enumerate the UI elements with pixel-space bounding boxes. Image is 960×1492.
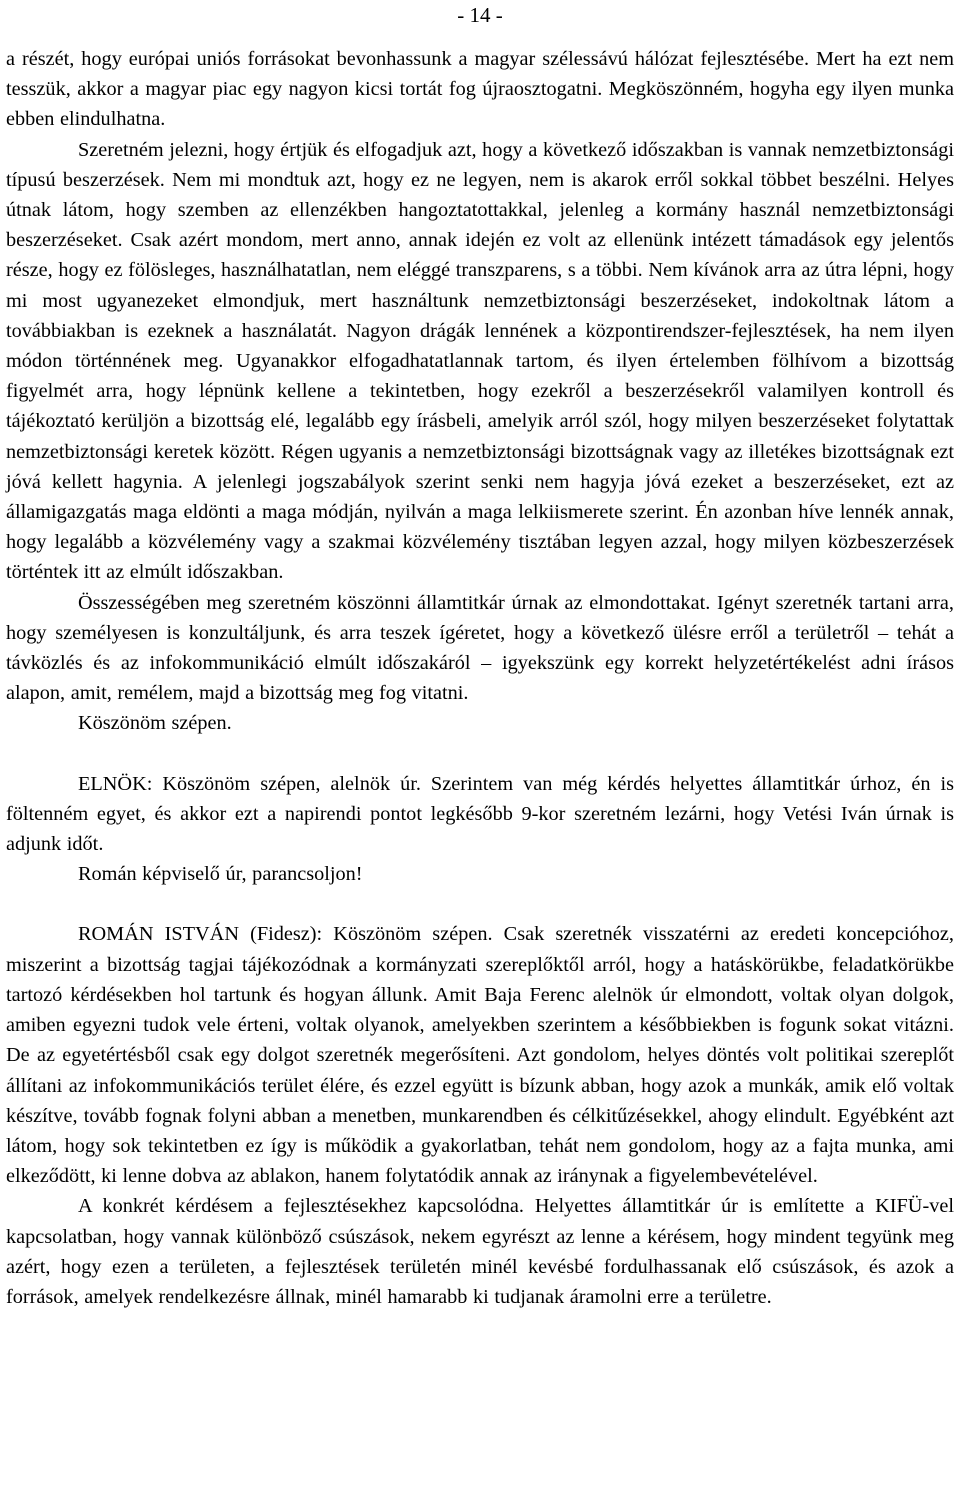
page-number: - 14 - (457, 3, 503, 27)
paragraph: Összességében meg szeretném köszönni államtitkár úrnak az elmondottakat. Igényt szeretnék tartani arra, hogy személyesen is konzultáljunk, és arra teszek ígéretet, hogy a következő ülésre erről a területről – tehát a távközlés és az infokommunikáció elmúlt időszakáról – igyekszünk egy korrekt helyzetértékelést adni írásos alapon, amit, remélem, majd a bizottság meg fog vitatni. (6, 591, 954, 705)
document-body (6, 44, 954, 1312)
paragraph-closing: Köszönöm szépen. (78, 712, 232, 735)
paragraph: A konkrét kérdésem a fejlesztésekhez kapcsolódna. Helyettes államtitkár úr is említette a KIFÜ-vel kapcsolatban, hogy vannak különböző csúszások, nekem egyrészt az lenne a kérésem, hogy mindent tegyünk meg azért, hogy ezen a területen, a fejlesztések területén minél kevésbé fordulhassanak elő csúszások, és azok a források, amelyek rendelkezésre állnak, minél hamarabb ki tudjanak áramolni erre a területre. (6, 1195, 954, 1308)
speaker-paragraph-roman: ROMÁN ISTVÁN (Fidesz): Köszönöm szépen. Csak szeretnék visszatérni az eredeti koncepcióhoz, miszerint a bizottság tagjai tájékozódnak a kormányzati szereplőktől arról, hogy a hatáskörükbe, feladatkörükbe tartozó kérdésekben hol tartunk és hogyan állunk. Amit Baja Ferenc alelnök úr elmondott, voltak olyan dolgok, amiben egyezni tudok vele érteni, voltak olyanok, amelyekben szerintem a későbbiekben is fogunk sokat vitázni. De az egyetértésből csak egy dolgot szeretnék megerősíteni. Azt gondolom, helyes döntés volt politikai szereplőt állítani az infokommunikációs terület élére, és ezzel együtt is bízunk abban, hogy azok a munkák, amik elő voltak készítve, tovább fognak folyni abban a menetben, munkarendben és célkitűzésekkel, ahogy elindult. Egyébként azt látom, hogy sok tekintetben ez így is működik a gyakorlatban, tehát nem gondolom, hogy az a fajta munka, ami elkeződött, ki lenne dobva az ablakon, hanem folytatódik annak az iránynak a figyelembevételével. (6, 923, 954, 1188)
paragraph-continuation: a részét, hogy európai uniós forrásokat bevonhassunk a magyar szélessávú hálózat fejlesztésébe. Mert ha ezt nem tesszük, akkor a magyar piac egy nagyon kicsi tortát fog újraosztogatni. Megköszönném, hogyha egy ilyen munka ebben elindulhatna. (6, 48, 954, 131)
speaker-paragraph-chair: ELNÖK: Köszönöm szépen, alelnök úr. Szerintem van még kérdés helyettes államtitkár úrhoz, én is föltenném egyet, és akkor ezt a napirendi pontot legkésőbb 9-kor szeretném lezárni, hogy Vetési Iván úrnak is adjunk időt. (6, 772, 954, 856)
paragraph: Szeretném jelezni, hogy értjük és elfogadjuk azt, hogy a következő időszakban is vannak nemzetbiztonsági típusú beszerzések. Nem mi mondtuk azt, hogy ez ne legyen, nem is akarok erről sokkal többet beszélni. Helyes útnak látom, hogy szemben az ellenzékben hangoztatottakkal, jelenleg a kormány használ nemzetbiztonsági beszerzéseket. Csak azért mondom, mert anno, annak idején ez volt az ellenünk intézett támadások egy jelentős része, hogy ez fölösleges, használhatatlan, nem eléggé transzparens, s a többi. Nem kívánok arra az útra lépni, hogy mi most ugyanezeket elmondjuk, mert használtunk nemzetbiztonsági beszerzéseket, indokoltnak látom a továbbiakban is ezeknek a használatát. Nagyon drágák lennének a központirendszer-fejlesztések, ha nem ilyen módon történnének meg. Ugyanakkor elfogadhatatlannak tartom, és ilyen értelemben fölhívom a bizottság figyelmét arra, hogy lépnünk kellene a tekintetben, hogy ezekről a beszerzésekről valamilyen kontroll és tájékoztató kerüljön a bizottság elé, legalább egy írásbeli, amelyik arról szól, hogy milyen beszerzéseket folytattak nemzetbiztonsági keretek között. Régen ugyanis a nemzetbiztonsági bizottságnak vagy az illetékes bizottságnak ezt jóvá kellett hagynia. A jelenlegi jogszabályok szerint senki nem hagyja jóvá ezeket a beszerzéseket, ezt az államigazgatás maga eldönti a maga módján, nyilván a maga lelkiismerete szerint. Én azonban híve lennék annak, hogy legalább a közvélemény vagy a szakmai közvélemény tisztában legyen azzal, hogy milyen közbeszerzések történtek itt az elmúlt időszakban. (6, 138, 954, 584)
paragraph-invitation: Román képviselő úr, parancsoljon! (78, 863, 363, 886)
